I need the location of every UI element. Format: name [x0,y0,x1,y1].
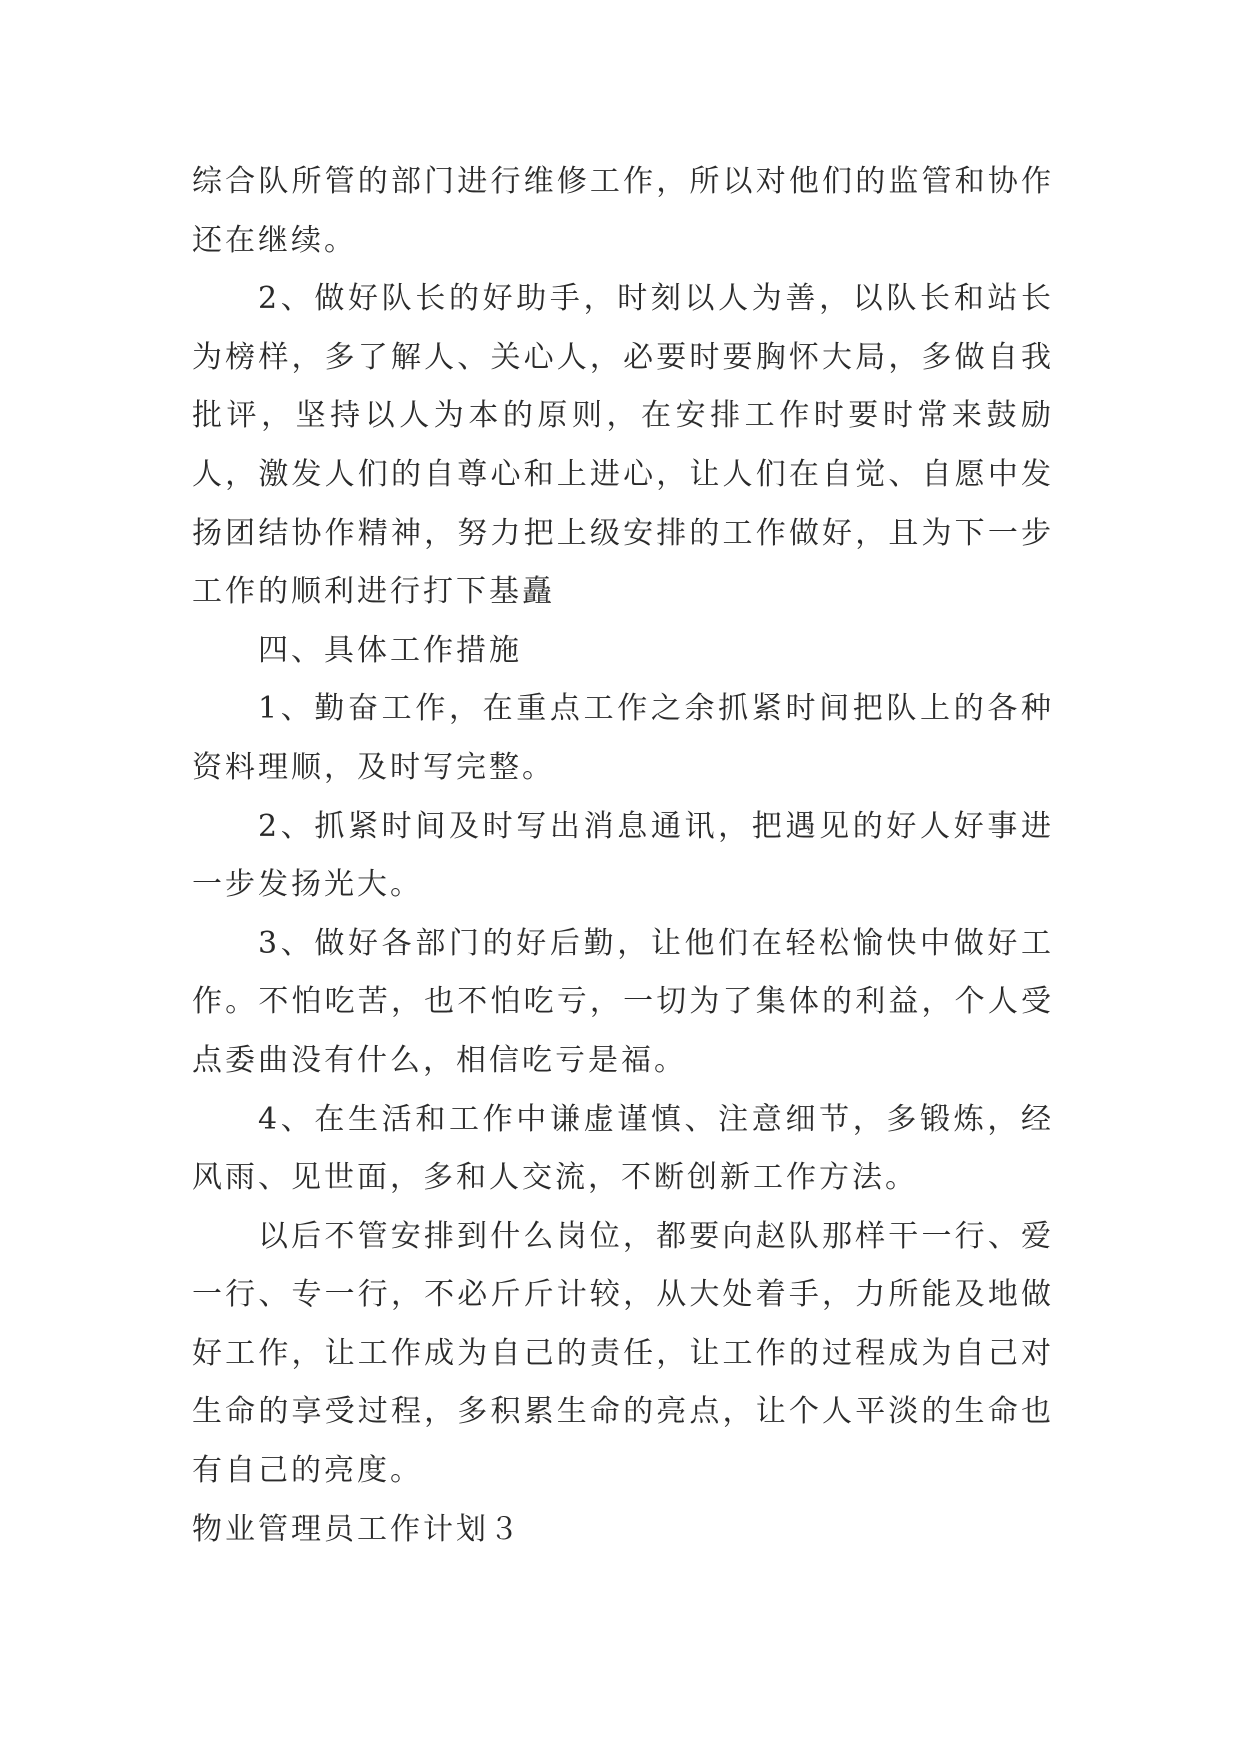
paragraph-measure-3: 3、做好各部门的好后勤，让他们在轻松愉快中做好工作。不怕吃苦，也不怕吃亏，一切为了集体的利益，个人受点委曲没有什么，相信吃亏是福。 [192,925,1054,1078]
paragraph-continuation: 综合队所管的部门进行维修工作，所以对他们的监管和协作还在继续。 [192,164,1054,258]
section-heading-measures: 四、具体工作措施 [258,632,522,668]
paragraph-measure-1: 1、勤奋工作，在重点工作之余抓紧时间把队上的各种资料理顺，及时写完整。 [192,691,1054,785]
next-section-title: 物业管理员工作计划３ [192,1511,522,1547]
document-body [192,153,1054,1559]
paragraph-measure-4: 4、在生活和工作中谦虚谨慎、注意细节，多锻炼，经风雨、见世面，多和人交流，不断创新工作方法。 [192,1101,1054,1196]
paragraph-conclusion: 以后不管安排到什么岗位，都要向赵队那样干一行、爱一行、专一行，不必斤斤计较，从大处着手，力所能及地做好工作，让工作成为自己的责任，让工作的过程成为自己对生命的享受过程，多积累生命的亮点，让个人平淡的生命也有自己的亮度。 [192,1218,1054,1489]
paragraph-item-2-assistant: 2、做好队长的好助手，时刻以人为善，以队长和站长为榜样，多了解人、关心人，必要时要胸怀大局，多做自我批评，坚持以人为本的原则，在安排工作时要时常来鼓励人，激发人们的自尊心和上进心，让人们在自觉、自愿中发扬团结协作精神，努力把上级安排的工作做好，且为下一步工作的顺利进行打下基矗 [192,281,1054,610]
paragraph-measure-2: 2、抓紧时间及时写出消息通讯，把遇见的好人好事进一步发扬光大。 [192,808,1054,903]
